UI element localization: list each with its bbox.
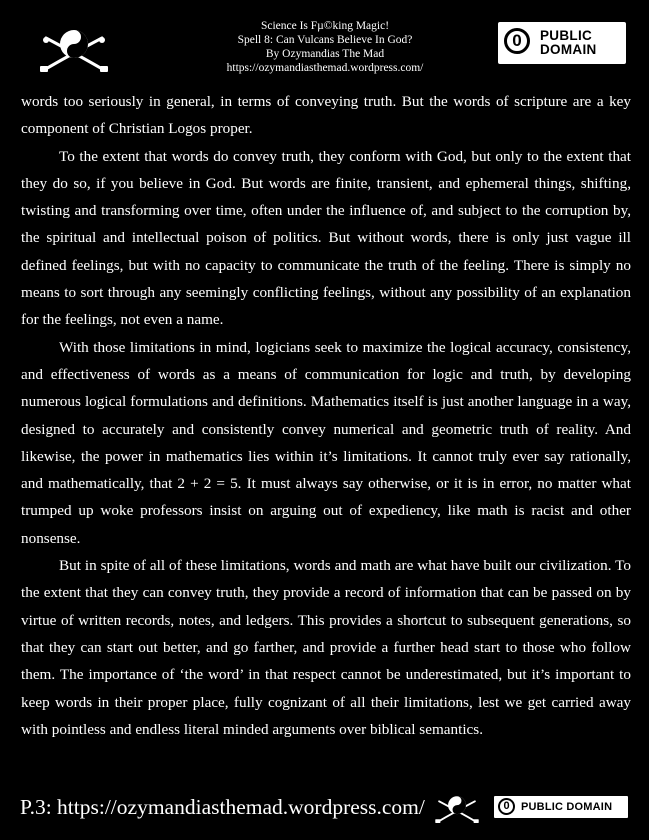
header-title-block — [200, 19, 450, 75]
footer-page-label[interactable]: P.3: https://ozymandiasthemad.wordpress.com/ — [20, 795, 425, 819]
public-domain-badge — [498, 22, 626, 64]
footer-public-domain-zero-icon: 0 — [498, 798, 515, 815]
badge-line-1: PUBLIC — [540, 28, 593, 43]
header-author: By Ozymandias The Mad — [265, 48, 385, 60]
paragraph: To the extent that words do convey truth, they conform with God, but only to the extent that they do so, if you believe in God. But words are finite, transient, and ephemeral things, shifting, twisting and transforming over time, often under the influence of, and subject to the corruption by, the spiritual and intellectual poison of politics. But without words, there is only just vague ill defined feelings, but with no capacity to communicate the truth of the feeling. There is simply no means to sort through any seemingly conflicting feelings, without any possibility of an explanation for the feelings, not even a name. — [21, 147, 631, 329]
public-domain-zero-icon: 0 — [504, 28, 530, 54]
header-series-title: Science Is Fµ©king Magic! — [260, 20, 390, 32]
paragraph: words too seriously in general, in terms of conveying truth. But the words of scripture are a key component of Christian Logos proper. — [21, 93, 631, 138]
badge-line-2: DOMAIN — [540, 42, 597, 57]
footer-yin-yang-pirate-logo-icon — [434, 793, 480, 825]
paragraph: With those limitations in mind, logicians seek to maximize the logical accuracy, consistency, and effectiveness of words as a means of communication for logic and truth, by developing numerous logical formulations and definitions. Mathematics itself is just another language in a way, designed to accurately and consistently convey numerical and geometric truth of reality. And likewise, the power in mathematics lies within it’s limitations. It cannot truly ever say rationally, and mathematically, that 2 + 2 = 5. It must always say otherwise, or it is in error, no matter what trumped up woke professors insist on arguing out of expediency, like math is racist and other nonsense. — [21, 338, 631, 547]
header-url[interactable]: https://ozymandiasthemad.wordpress.com/ — [226, 62, 424, 74]
header-spell-title: Spell 8: Can Vulcans Believe In God? — [237, 34, 413, 46]
footer-public-domain-badge — [494, 796, 628, 818]
yin-yang-pirate-logo-icon — [38, 26, 110, 74]
page-body — [21, 88, 631, 743]
public-domain-badge-text — [540, 29, 597, 57]
paragraph: But in spite of all of these limitations, words and math are what have built our civilization. To the extent that they can convey truth, they provide a record of information that can be passed on by virtue of written records, notes, and ledgers. This provides a shortcut to subsequent generations, so that they can start out better, and go farther, and provide a further head start to those who follow them. The importance of ‘the word’ in that respect cannot be underestimated, but it’s important to keep words in their proper place, fully cognizant of all their limitations, lest we get carried away with pointless and endless literal minded arguments over biblical semantics. — [21, 557, 631, 738]
footer-badge-text: PUBLIC DOMAIN — [521, 801, 613, 813]
